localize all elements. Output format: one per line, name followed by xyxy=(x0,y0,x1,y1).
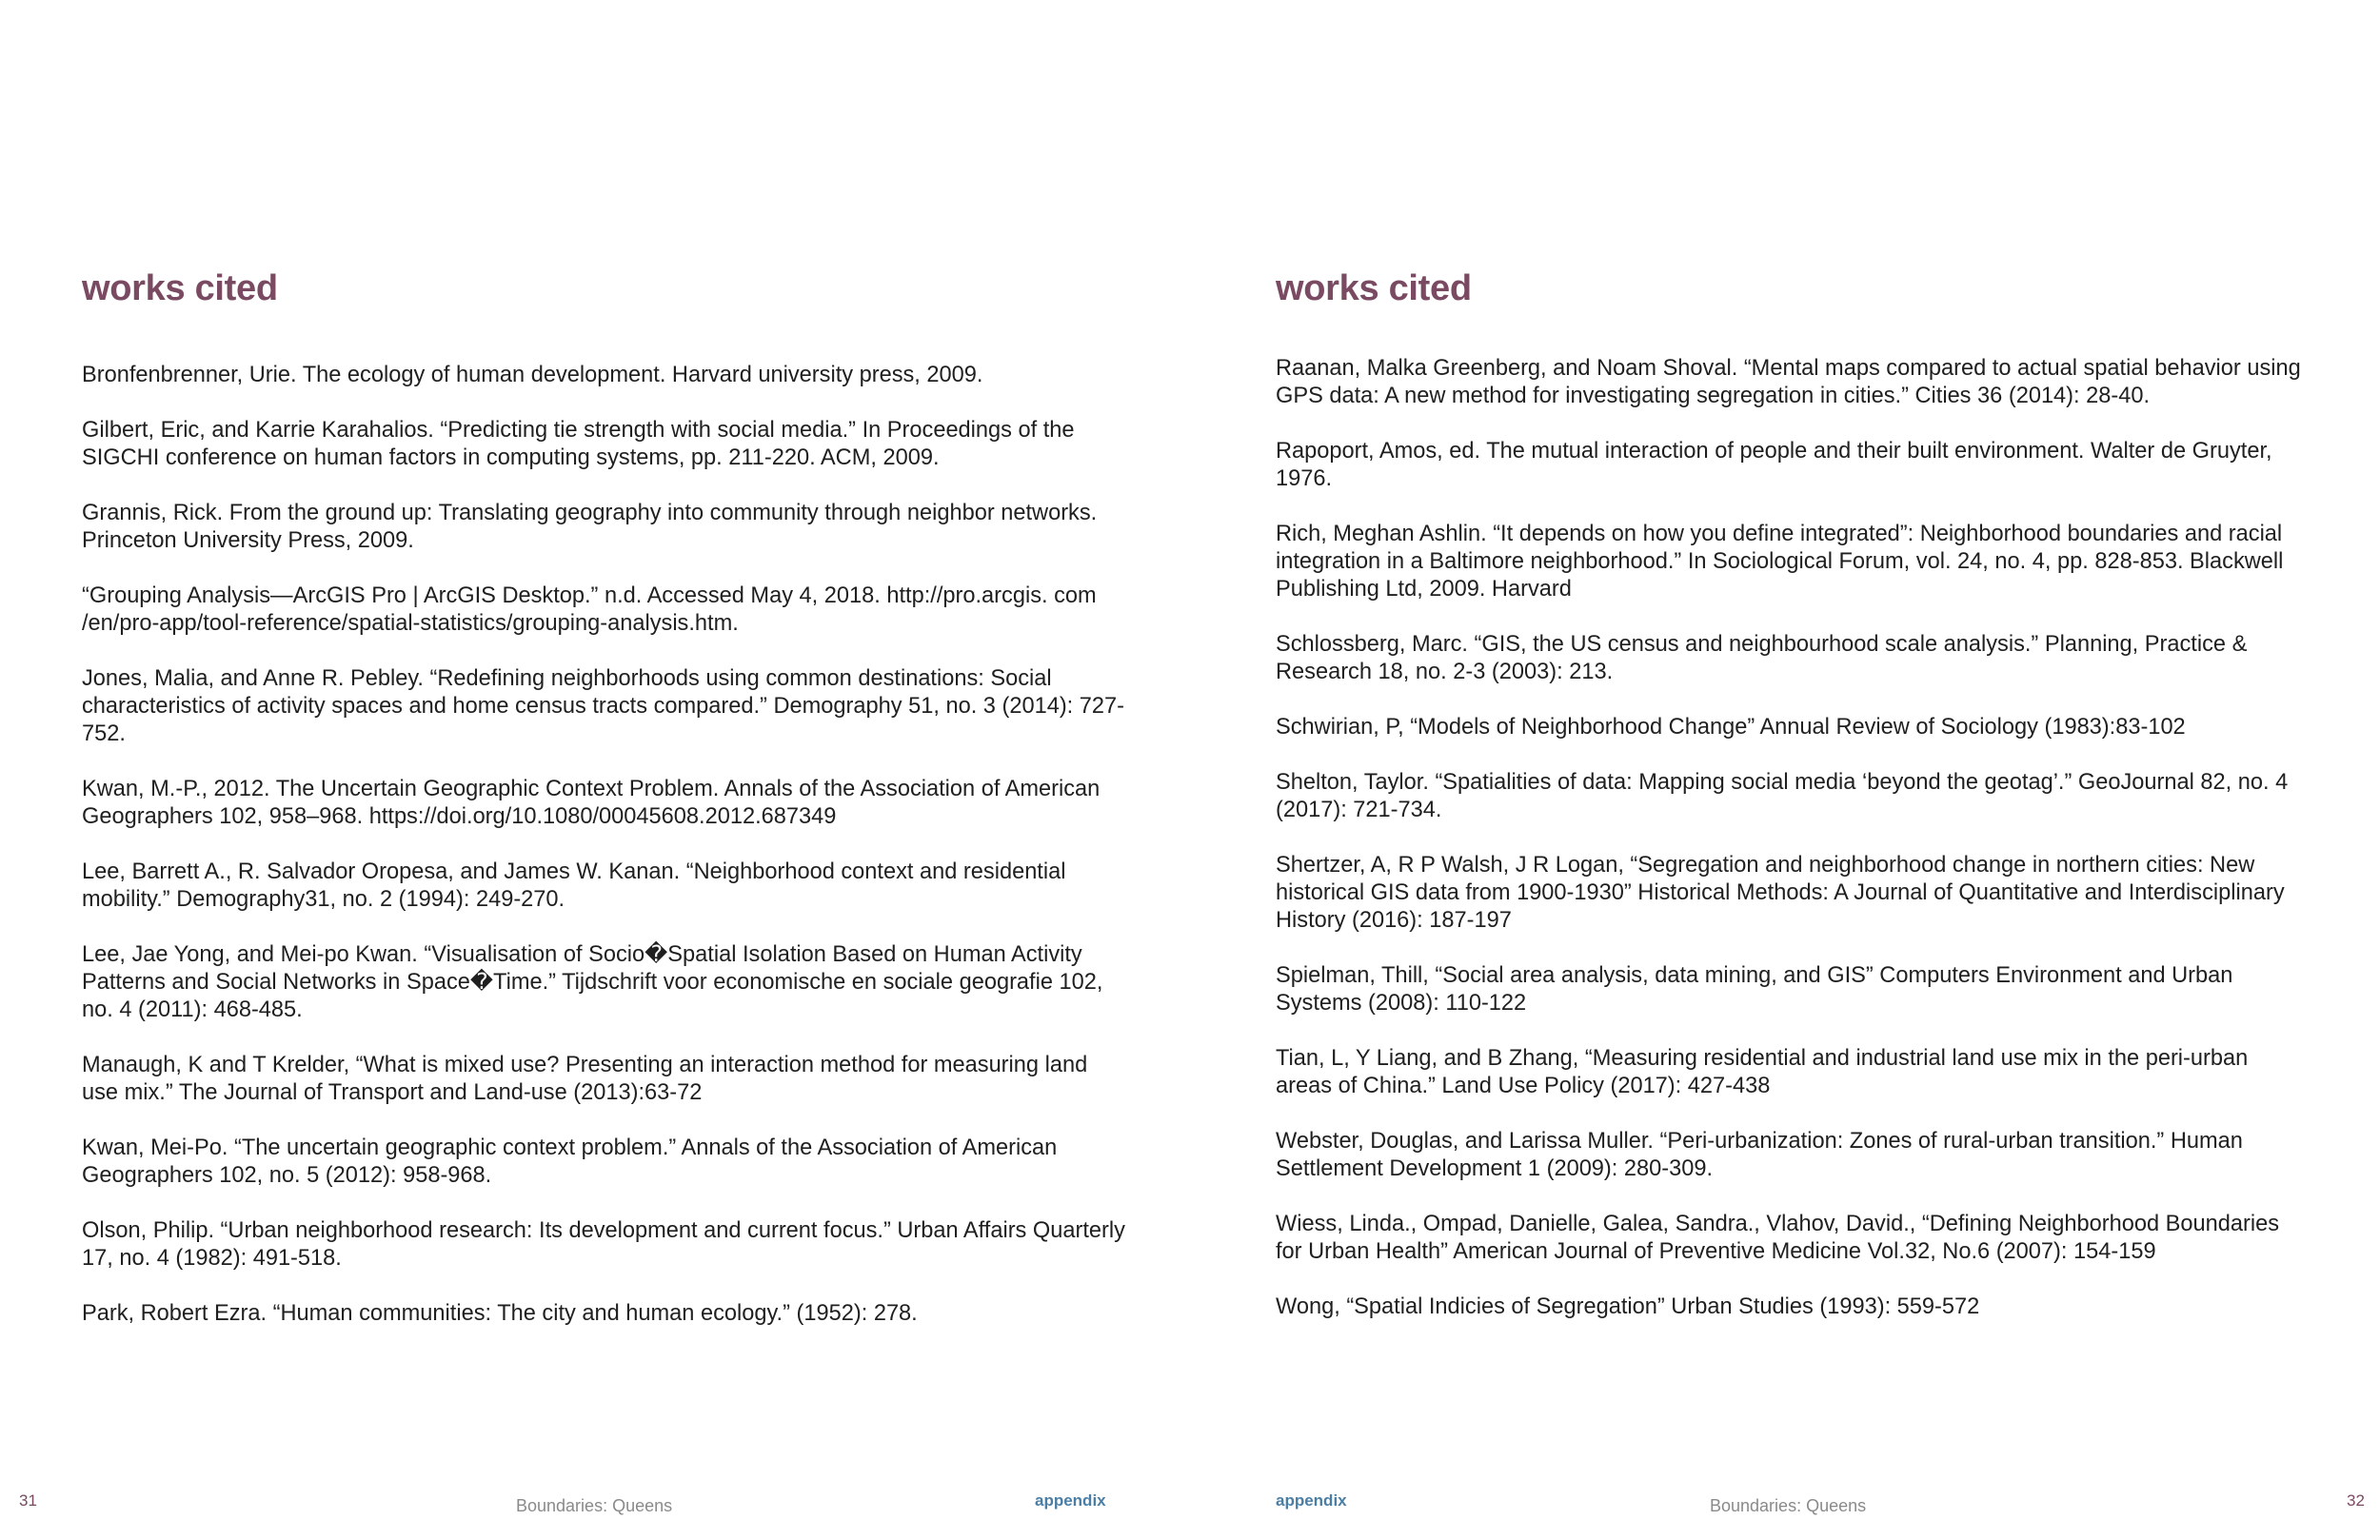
page-heading: works cited xyxy=(82,268,278,308)
reference-item: Lee, Barrett A., R. Salvador Oropesa, and James W. Kanan. “Neighborhood context and residential mobility.” Demography31, no. 2 (1994): 249-270. xyxy=(82,859,1066,912)
reference-item: Raanan, Malka Greenberg, and Noam Shoval. “Mental maps compared to actual spatial behavior using GPS data: A new method for investigating segregation in cities.” Cities 36 (2014): 28-40. xyxy=(1276,356,2301,408)
reference-list xyxy=(82,362,1129,1355)
reference-item: “Grouping Analysis—ArcGIS Pro | ArcGIS Desktop.” n.d. Accessed May 4, 2018. http://pro.arcgis. com /en/pro-app/tool-reference/spatial-statistics/grouping-analysis.htm. xyxy=(82,583,1097,636)
reference-list xyxy=(1276,355,2309,1349)
reference-item: Lee, Jae Yong, and Mei-po Kwan. “Visualisation of Socio�Spatial Isolation Based on Human Activity Patterns and Social Networks in Space�Time.” Tijdschrift voor economische en sociale geografie 102, no. 4 (2011): 468-485. xyxy=(82,942,1103,1022)
reference-item: Shertzer, A, R P Walsh, J R Logan, “Segregation and neighborhood change in northern cities: New historical GIS data from 1900-1930” Historical Methods: A Journal of Quantitative and Interdisciplinary History (2016): 187-197 xyxy=(1276,853,2285,933)
reference-item: Spielman, Thill, “Social area analysis, data mining, and GIS” Computers Environment and Urban Systems (2008): 110-122 xyxy=(1276,963,2233,1016)
reference-item: Park, Robert Ezra. “Human communities: The city and human ecology.” (1952): 278. xyxy=(82,1301,918,1326)
reference-item: Tian, L, Y Liang, and B Zhang, “Measuring residential and industrial land use mix in the peri-urban areas of China.” Land Use Policy (2017): 427-438 xyxy=(1276,1046,2249,1098)
reference-item: Schlossberg, Marc. “GIS, the US census and neighbourhood scale analysis.” Planning, Practice & Research 18, no. 2-3 (2003): 213. xyxy=(1276,632,2248,684)
reference-item: Wiess, Linda., Ompad, Danielle, Galea, Sandra., Vlahov, David., “Defining Neighborhood Boundaries for Urban Health” American Journal of Preventive Medicine Vol.32, No.6 (2007): 154-159 xyxy=(1276,1212,2279,1264)
reference-item: Webster, Douglas, and Larissa Muller. “Peri-urbanization: Zones of rural-urban transition.” Human Settlement Development 1 (2009): 280-309. xyxy=(1276,1129,2243,1181)
page-heading: works cited xyxy=(1276,268,1472,308)
reference-item: Bronfenbrenner, Urie. The ecology of human development. Harvard university press, 2009. xyxy=(82,363,983,387)
reference-item: Kwan, M.-P., 2012. The Uncertain Geographic Context Problem. Annals of the Association of American Geographers 102, 958–968. https://doi.org/10.1080/00045608.2012.687349 xyxy=(82,777,1101,829)
reference-item: Shelton, Taylor. “Spatialities of data: Mapping social media ‘beyond the geotag’.” GeoJournal 82, no. 4 (2017): 721-734. xyxy=(1276,770,2289,822)
reference-item: Olson, Philip. “Urban neighborhood research: Its development and current focus.” Urban Affairs Quarterly 17, no. 4 (1982): 491-518. xyxy=(82,1218,1125,1271)
reference-item: Rich, Meghan Ashlin. “It depends on how you define integrated”: Neighborhood boundaries and racial integration in a Baltimore neighborhood.” In Sociological Forum, vol. 24, no. 4, pp. 828-853. Blackwell Publishing Ltd, 2009. Harvard xyxy=(1276,522,2284,602)
reference-item: Kwan, Mei-Po. “The uncertain geographic context problem.” Annals of the Association of American Geographers 102, no. 5 (2012): 958-968. xyxy=(82,1135,1058,1188)
section-label: appendix xyxy=(1035,1491,1106,1510)
running-title: Boundaries: Queens xyxy=(516,1496,673,1515)
reference-item: Wong, “Spatial Indicies of Segregation” Urban Studies (1993): 559-572 xyxy=(1276,1294,1980,1319)
page-number: 31 xyxy=(19,1491,37,1510)
section-label: appendix xyxy=(1276,1491,1347,1510)
reference-item: Manaugh, K and T Krelder, “What is mixed use? Presenting an interaction method for measuring land use mix.” The Journal of Transport and Land-use (2013):63-72 xyxy=(82,1053,1088,1105)
reference-item: Jones, Malia, and Anne R. Pebley. “Redefining neighborhoods using common destinations: Social characteristics of activity spaces and home census tracts compared.” Demography 51, no. 3 (2014): 727-752. xyxy=(82,666,1125,746)
page-number: 32 xyxy=(2347,1491,2365,1510)
reference-item: Grannis, Rick. From the ground up: Translating geography into community through neighbor networks. Princeton University Press, 2009. xyxy=(82,501,1098,553)
right-page xyxy=(1190,0,2380,1540)
reference-item: Schwirian, P, “Models of Neighborhood Change” Annual Review of Sociology (1983):83-102 xyxy=(1276,715,2186,740)
reference-item: Gilbert, Eric, and Karrie Karahalios. “Predicting tie strength with social media.” In Proceedings of the SIGCHI conference on human factors in computing systems, pp. 211-220. ACM, 2009. xyxy=(82,418,1075,470)
running-title: Boundaries: Queens xyxy=(1710,1496,1867,1515)
reference-item: Rapoport, Amos, ed. The mutual interaction of people and their built environment. Walter de Gruyter, 1976. xyxy=(1276,439,2272,491)
